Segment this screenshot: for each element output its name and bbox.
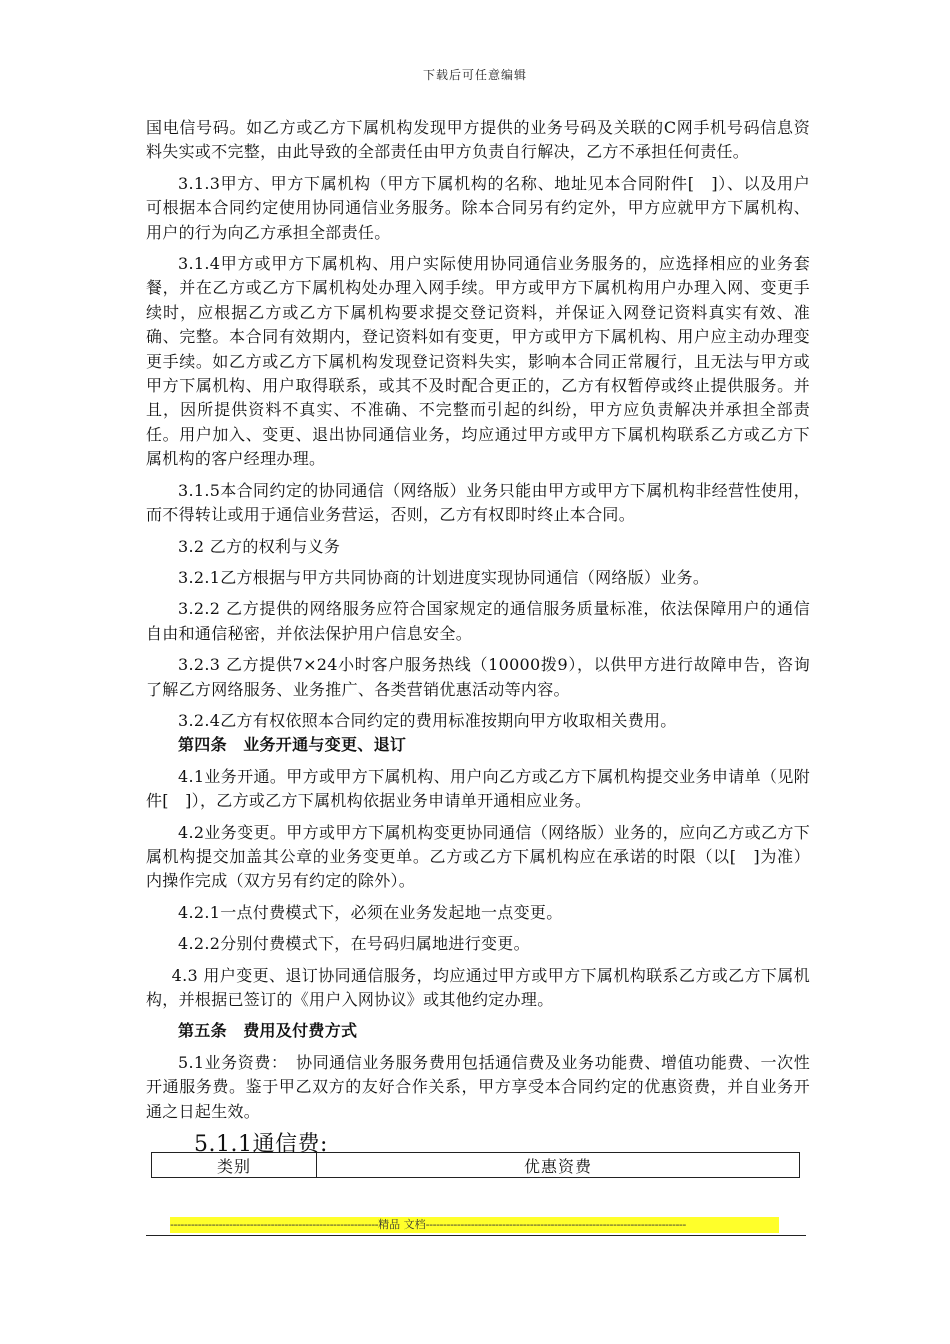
clause-3-2-2: 3.2.2 乙方提供的网络服务应符合国家规定的通信服务质量标准，依法保障用户的通信自由和通信秘密，并依法保护用户信息安全。 <box>146 599 810 643</box>
footer-banner <box>170 1217 779 1233</box>
table-header-discount-rate: 优惠资费 <box>317 1153 800 1178</box>
clause-3-1-4: 3.1.4甲方或甲方下属机构、用户实际使用协同通信业务服务的，应选择相应的业务套餐，并在乙方或乙方下属机构处办理入网手续。甲方或甲方下属机构用户办理入网、变更手续时，应根据乙方或乙方下属机构要求提交登记资料，并保证入网登记资料真实有效、准确、完整。本合同有效期内，登记资料如有变更，甲方或甲方下属机构、用户应主动办理变更手续。如乙方或乙方下属机构发现登记资料失实，影响本合同正常履行，且无法与甲方或甲方下属机构、用户取得联系，或其不及时配合更正的，乙方有权暂停或终止提供服务。并且，因所提供资料不真实、不准确、不完整而引起的纠纷，甲方应负责解决并承担全部责任。用户加入、变更、退出协同通信业务，均应通过甲方或甲方下属机构联系乙方或乙方下属机构的客户经理办理。 <box>146 254 810 469</box>
clause-5-1: 5.1业务资费： 协同通信业务服务费用包括通信费及业务功能费、增值功能费、一次性开通服务费。鉴于甲乙双方的友好合作关系，甲方享受本合同约定的优惠资费，并自业务开通之日起生效。 <box>146 1052 810 1121</box>
table-row <box>152 1153 800 1178</box>
subheading-5-1-1: 5.1.1通信费: <box>194 1132 328 1157</box>
clause-3-1-5: 3.1.5本合同约定的协同通信（网络版）业务只能由甲方或甲方下属机构非经营性使用，而不得转让或用于通信业务营运，否则，乙方有权即时终止本合同。 <box>146 480 810 525</box>
clause-4-2-2: 4.2.2分别付费模式下，在号码归属地进行变更。 <box>178 934 530 954</box>
footer-label: 精品 文档 <box>378 1218 426 1231</box>
footer-dashes-left: ------------------------------------------------------------ <box>170 1218 379 1231</box>
section-3-2-heading: 3.2 乙方的权利与义务 <box>178 536 341 556</box>
clause-4-1: 4.1业务开通。甲方或甲方下属机构、用户向乙方或乙方下属机构提交业务申请单（见附件[ ]），乙方或乙方下属机构依据业务申请单开通相应业务。 <box>146 766 810 811</box>
clause-3-2-1: 3.2.1乙方根据与甲方共同协商的计划进度实现协同通信（网络版）业务。 <box>178 567 710 587</box>
document-body <box>146 116 810 1124</box>
clause-4-2: 4.2业务变更。甲方或甲方下属机构变更协同通信（网络版）业务的，应向乙方或乙方下属机构提交加盖其公章的业务变更单。乙方或乙方下属机构应在承诺的时限（以[ ]为准）内操作完成（双方另有约定的除外）。 <box>146 822 810 891</box>
table-header-category: 类别 <box>152 1153 317 1178</box>
footer-divider <box>146 1235 806 1236</box>
paragraph: 国电信号码。如乙方或乙方下属机构发现甲方提供的业务号码及关联的C网手机号码信息资料失实或不完整，由此导致的全部责任由甲方负责自行解决，乙方不承担任何责任。 <box>146 118 810 162</box>
article-4-heading: 第四条 业务开通与变更、退订 <box>178 735 407 755</box>
clause-3-2-3: 3.2.3 乙方提供7×24小时客户服务热线（10000拨9），以供甲方进行故障申告，咨询了解乙方网络服务、业务推广、各类营销优惠活动等内容。 <box>146 655 810 699</box>
clause-4-2-1: 4.2.1一点付费模式下，必须在业务发起地一点变更。 <box>178 902 563 922</box>
footer-dashes-right: --------------------------------------------------------------------------- <box>425 1218 686 1231</box>
article-5-heading: 第五条 费用及付费方式 <box>178 1021 358 1041</box>
clause-3-2-4: 3.2.4乙方有权依照本合同约定的费用标准按期向甲方收取相关费用。 <box>178 710 677 730</box>
fee-table <box>151 1152 800 1178</box>
clause-4-3: 4.3 用户变更、退订协同通信服务，均应通过甲方或甲方下属机构联系乙方或乙方下属机构，并根据已签订的《用户入网协议》或其他约定办理。 <box>146 965 810 1009</box>
page-header: 下载后可任意编辑 <box>422 68 527 82</box>
clause-3-1-3: 3.1.3甲方、甲方下属机构（甲方下属机构的名称、地址见本合同附件[ ]）、以及用户可根据本合同约定使用协同通信业务服务。除本合同另有约定外，甲方应就甲方下属机构、用户的行为向乙方承担全部责任。 <box>146 173 810 242</box>
